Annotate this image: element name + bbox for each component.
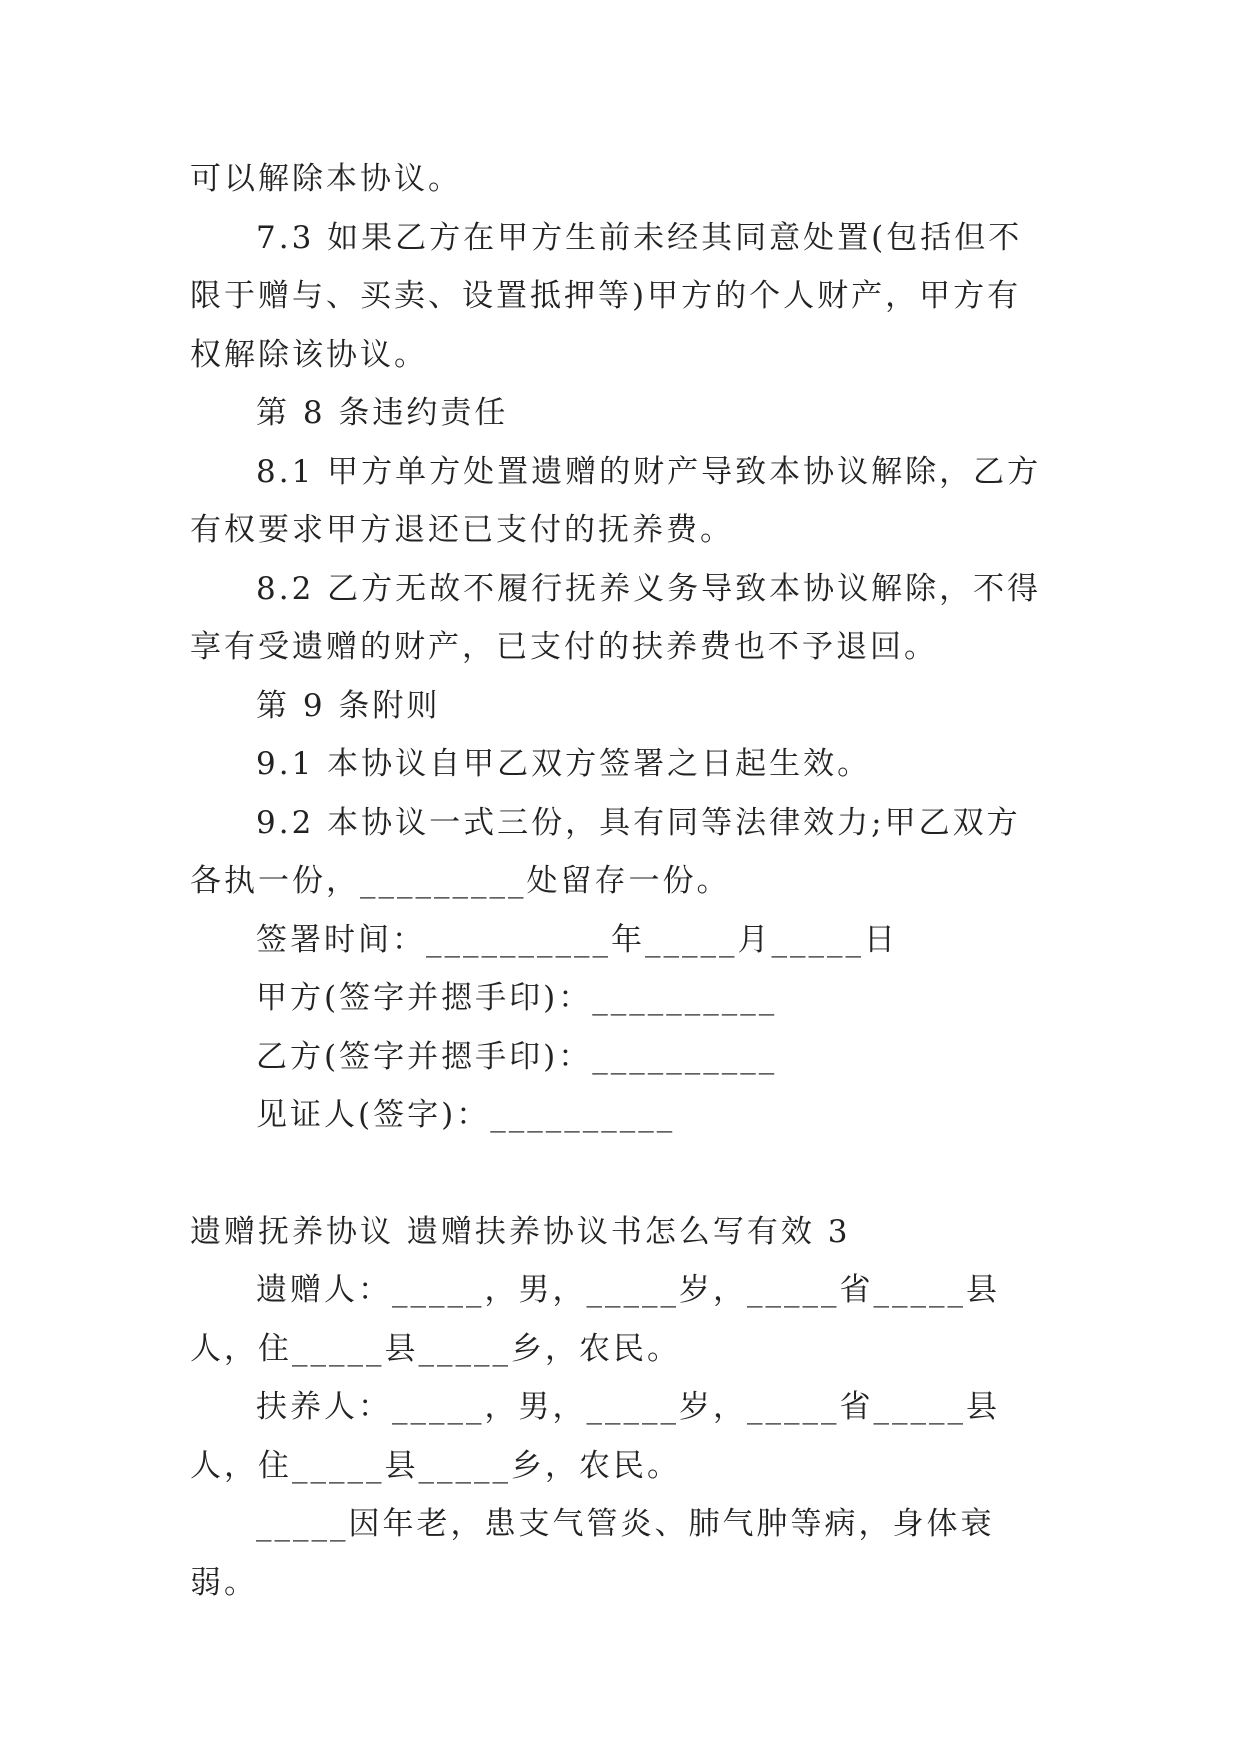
supporter-info: 扶养人：_____，男，_____岁，_____省_____县人，住_____县_____乡，农民。 [190, 1389, 1000, 1484]
section-title: 遗赠抚养协议 遗赠扶养协议书怎么写有效 3 [190, 1213, 851, 1250]
party-a-signature-line: 甲方(签字并摁手印)：__________ [256, 980, 778, 1016]
paragraph-1: 可以解除本协议。 [190, 161, 462, 197]
paragraph-8-1: 8.1 甲方单方处置遗赠的财产导致本协议解除，乙方有权要求甲方退还已支付的抚养费。 [190, 453, 1042, 548]
article-8-heading: 第 8 条违约责任 [256, 395, 509, 431]
section-spacer [190, 1145, 1050, 1203]
bequeather-info: 遗赠人：_____，男，_____岁，_____省_____县人，住_____县_____乡，农民。 [190, 1272, 1000, 1367]
party-b-signature-line: 乙方(签字并摁手印)：__________ [256, 1038, 778, 1075]
signing-date-line: 签署时间：__________年_____月_____日 [256, 921, 898, 958]
paragraph-8-2: 8.2 乙方无故不履行抚养义务导致本协议解除，不得享有受遗赠的财产，已支付的扶养费也不予退回。 [190, 570, 1042, 665]
article-9-heading: 第 9 条附则 [256, 687, 441, 724]
health-statement: _____因年老，患支气管炎、肺气肿等病，身体衰弱。 [190, 1506, 995, 1601]
paragraph-9-2: 9.2 本协议一式三份，具有同等法律效力;甲乙双方各执一份，_________处留存一份。 [190, 804, 1021, 899]
document-body [190, 150, 1050, 1612]
paragraph-9-1: 9.1 本协议自甲乙双方签署之日起生效。 [256, 746, 872, 782]
paragraph-7-3: 7.3 如果乙方在甲方生前未经其同意处置(包括但不限于赠与、买卖、设置抵押等)甲方的个人财产，甲方有权解除该协议。 [190, 219, 1023, 373]
witness-signature-line: 见证人(签字)：__________ [256, 1097, 676, 1133]
